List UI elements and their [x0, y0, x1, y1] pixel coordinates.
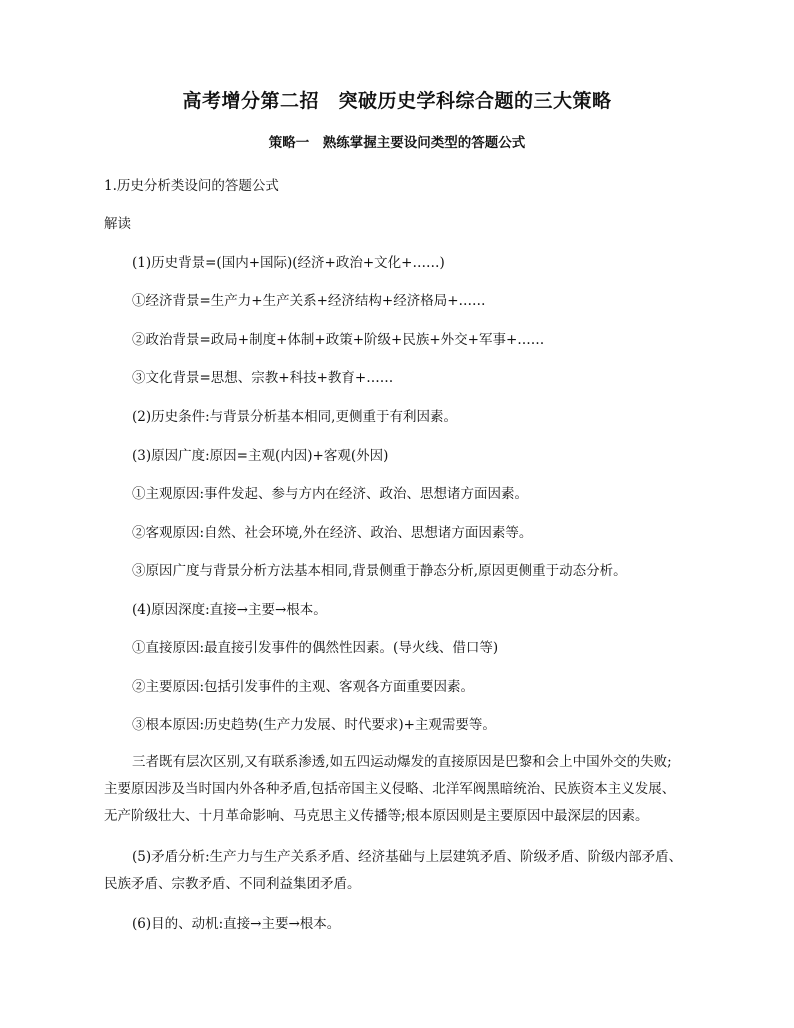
item-economic-background: ①经济背景=生产力+生产关系+经济结构+经济格局+…… — [132, 293, 486, 309]
paragraph-line: 无产阶级壮大、十月革命影响、马克思主义传播等;根本原因则是主要原因中最深层的因素。 — [104, 808, 649, 824]
item-purpose-motive: (6)目的、动机:直接→主要→根本。 — [132, 916, 341, 932]
paragraph-may-fourth-example — [104, 749, 696, 830]
item-cause-vs-background: ③原因广度与背景分析方法基本相同,背景侧重于静态分析,原因更侧重于动态分析。 — [132, 563, 627, 579]
item-objective-cause: ②客观原因:自然、社会环境,外在经济、政治、思想诸方面因素等。 — [132, 525, 533, 541]
item-cultural-background: ③文化背景=思想、宗教+科技+教育+…… — [132, 370, 394, 386]
strategy-subtitle: 策略一 熟练掌握主要设问类型的答题公式 — [268, 135, 526, 151]
item-political-background: ②政治背景=政局+制度+体制+政策+阶级+民族+外交+军事+…… — [132, 332, 545, 348]
paragraph-contradiction-analysis — [104, 844, 696, 898]
item-background: (1)历史背景=(国内+国际)(经济+政治+文化+……) — [132, 255, 445, 271]
item-cause-depth: (4)原因深度:直接→主要→根本。 — [132, 602, 327, 618]
item-subjective-cause: ①主观原因:事件发起、参与方内在经济、政治、思想诸方面因素。 — [132, 486, 529, 502]
item-main-cause: ②主要原因:包括引发事件的主观、客观各方面重要因素。 — [132, 679, 475, 695]
paragraph-line: 民族矛盾、宗教矛盾、不同利益集团矛盾。 — [104, 876, 361, 892]
paragraph-line: (5)矛盾分析:生产力与生产关系矛盾、经济基础与上层建筑矛盾、阶级矛盾、阶级内部矛盾、 — [132, 849, 683, 865]
document-title: 高考增分第二招 突破历史学科综合题的三大策略 — [182, 90, 612, 112]
item-historical-conditions: (2)历史条件:与背景分析基本相同,更侧重于有利因素。 — [132, 409, 457, 425]
item-direct-cause: ①直接原因:最直接引发事件的偶然性因素。(导火线、借口等) — [132, 640, 499, 656]
section-heading: 1.历史分析类设问的答题公式 — [104, 178, 279, 194]
jiedu-label: 解读 — [104, 216, 131, 232]
paragraph-line: 主要原因涉及当时国内外各种矛盾,包括帝国主义侵略、北洋军阀黑暗统治、民族资本主义发展、 — [104, 781, 676, 797]
item-root-cause: ③根本原因:历史趋势(生产力发展、时代要求)+主观需要等。 — [132, 717, 496, 733]
item-cause-breadth: (3)原因广度:原因=主观(内因)+客观(外因) — [132, 448, 389, 464]
paragraph-line: 三者既有层次区别,又有联系渗透,如五四运动爆发的直接原因是巴黎和会上中国外交的失败; — [132, 754, 672, 770]
